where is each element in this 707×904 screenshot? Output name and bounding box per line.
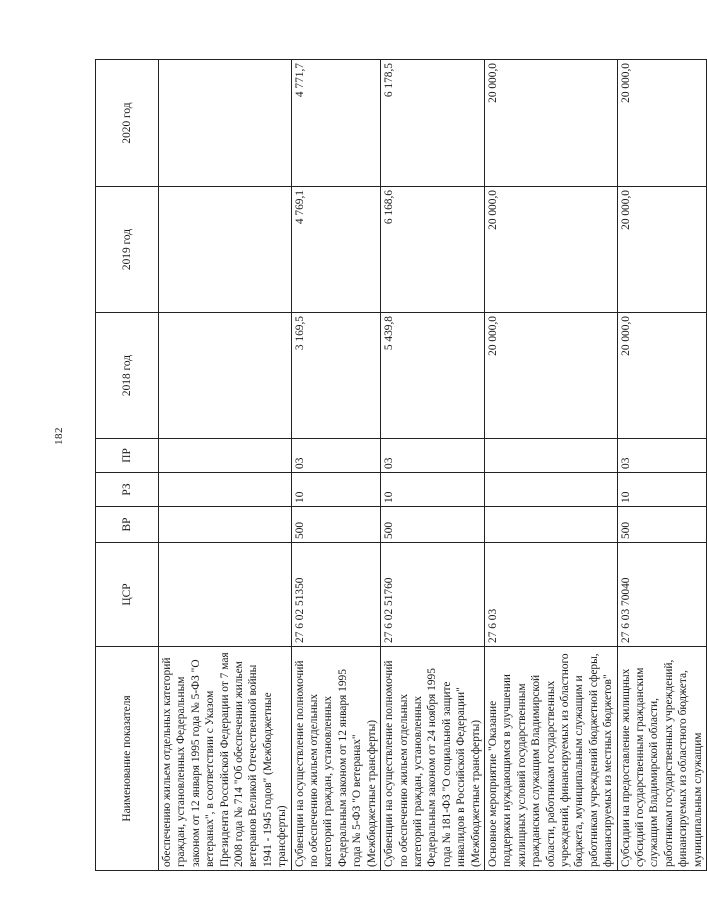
row-pr [159,439,292,473]
row-rz: 10 [617,473,706,507]
row-2020: 6 178,5 [381,60,485,187]
header-2020: 2020 год [96,60,159,187]
row-2018: 3 169,5 [291,313,380,439]
header-pr: ПР [96,439,159,473]
table-row [159,60,292,871]
row-csr: 27 6 02 51760 [381,543,485,647]
table-row [484,60,617,871]
row-2019: 4 769,1 [291,187,380,313]
header-rz: РЗ [96,473,159,507]
row-2019: 20 000,0 [617,187,706,313]
row-2018 [159,313,292,439]
row-vr: 500 [381,507,485,543]
table-row [617,60,706,871]
row-2019 [159,187,292,313]
page-number: 182 [53,427,65,445]
row-csr: 27 6 03 [484,543,617,647]
row-2020 [159,60,292,187]
row-name: Основное мероприятие "Оказание поддержки нуждающимся в улучшении жилищных условий государственным гражданским служащим Владимирской области, работникам государственных учреждений, финансируемых из областного бюджета, муниципальным служащим и работникам учреждений бюджетной сферы, финансируемых из местных бюджетов" [484,647,617,871]
row-pr: 03 [291,439,380,473]
row-pr [484,439,617,473]
row-pr: 03 [381,439,485,473]
row-pr: 03 [617,439,706,473]
row-2020: 4 771,7 [291,60,380,187]
row-name: Субвенции на осуществление полномочий по обеспечению жильем отдельных категорий граждан, установленных Федеральным законом от 24 ноября 1995 года № 181-ФЗ "О социальной защите инвалидов в Российской Федерации" (Межбюджетные трансферты) [381,647,485,871]
row-name: Субвенции на осуществление полномочий по обеспечению жильем отдельных категорий граждан, установленных Федеральным законом от 12 января 1995 года № 5-ФЗ "О ветеранах" (Межбюджетные трансферты) [291,647,380,871]
row-rz: 10 [381,473,485,507]
row-2018: 20 000,0 [484,313,617,439]
row-2018: 5 439,8 [381,313,485,439]
header-2019: 2019 год [96,187,159,313]
budget-table-container [95,60,704,871]
header-name: Наименование показателя [96,647,159,871]
row-csr [159,543,292,647]
row-vr [159,507,292,543]
row-vr: 500 [617,507,706,543]
row-name: Субсидии на предоставление жилищных субсидий государственным гражданским служащим Владимирской области, работникам государственных учреждений, финансируемых из областного бюджета, муниципальным служащим [617,647,706,871]
row-2020: 20 000,0 [617,60,706,187]
row-name: обеспечению жильем отдельных категорий граждан, установленных Федеральным законом от 12 января 1995 года № 5-ФЗ "О ветеранах", в соответствии с Указом Президента Российской Федерации от 7 мая 2008 года № 714 "Об обеспечении жильем ветеранов Великой Отечественной войны 1941 - 1945 годов" (Межбюджетные трансферты) [159,647,292,871]
row-csr: 27 6 03 70040 [617,543,706,647]
row-2018: 20 000,0 [617,313,706,439]
row-csr: 27 6 02 51350 [291,543,380,647]
row-2020: 20 000,0 [484,60,617,187]
header-csr: ЦСР [96,543,159,647]
header-2018: 2018 год [96,313,159,439]
row-rz [159,473,292,507]
header-vr: ВР [96,507,159,543]
row-rz [484,473,617,507]
row-rz: 10 [291,473,380,507]
row-2019: 6 168,6 [381,187,485,313]
table-header-row [96,60,159,871]
budget-table [95,59,707,871]
row-vr: 500 [291,507,380,543]
table-row [291,60,380,871]
row-2019: 20 000,0 [484,187,617,313]
table-row [381,60,485,871]
row-vr [484,507,617,543]
